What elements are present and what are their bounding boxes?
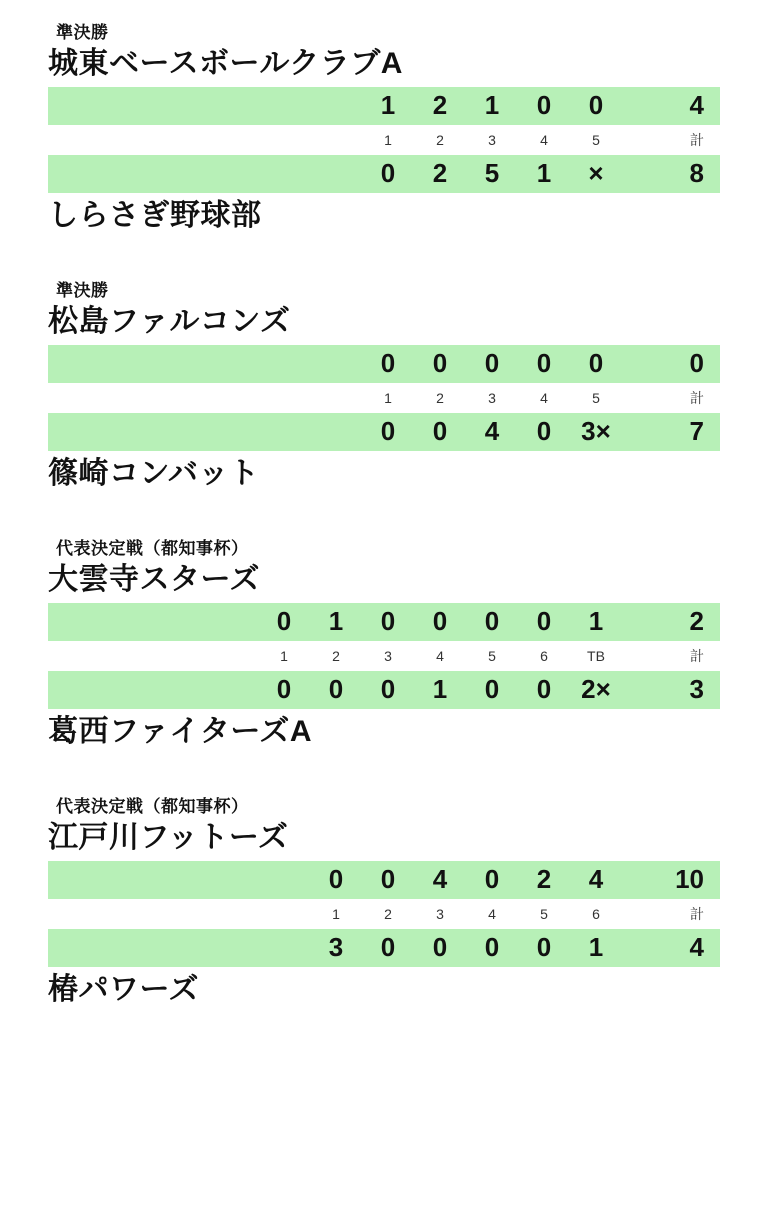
inning-label: 4	[540, 131, 548, 148]
round-label: 代表決定戦（都知事杯）	[56, 539, 249, 558]
score-cell: 4	[432, 864, 448, 894]
score-cell: 1	[588, 932, 604, 962]
score-cell: 3×	[581, 416, 611, 446]
bottom-score-row	[48, 155, 720, 193]
top-team-name: 松島ファルコンズ	[48, 305, 291, 338]
score-cell: 0	[484, 606, 500, 636]
top-score-row	[48, 345, 720, 383]
top-score-cells	[362, 90, 622, 121]
bottom-score-cells	[362, 158, 622, 189]
inning-header-row	[48, 125, 720, 155]
round-label: 準決勝	[56, 281, 109, 300]
inning-label: 3	[488, 131, 496, 148]
score-cell: 3	[328, 932, 344, 962]
bottom-team-name: しらさぎ野球部	[48, 198, 262, 232]
bottom-score-cells	[362, 416, 622, 447]
inning-label: 4	[488, 905, 496, 922]
inning-cells	[258, 648, 622, 664]
score-cell: 0	[588, 90, 604, 120]
score-cell: 1	[536, 158, 552, 188]
total-header: 計	[690, 905, 704, 922]
inning-label: 5	[488, 647, 496, 664]
inning-label: 2	[384, 905, 392, 922]
inning-label: 2	[436, 131, 444, 148]
bottom-score-cells	[258, 674, 622, 705]
inning-label: 3	[436, 905, 444, 922]
top-team-name: 大雲寺スターズ	[48, 563, 260, 596]
score-cell: 1	[328, 606, 344, 636]
inning-header-row	[48, 383, 720, 413]
score-cell: 0	[328, 674, 344, 704]
top-score-row	[48, 861, 720, 899]
score-cell: 0	[536, 932, 552, 962]
bottom-score-row	[48, 413, 720, 451]
top-team-name: 城東ベースボールクラブA	[48, 47, 403, 80]
bottom-total: 7	[689, 416, 704, 446]
score-cell: 1	[484, 90, 500, 120]
game-card	[0, 276, 768, 492]
score-cell: 0	[380, 932, 396, 962]
score-cell: 4	[484, 416, 500, 446]
top-total: 2	[689, 606, 704, 636]
score-cell: 0	[588, 348, 604, 378]
bottom-score-row	[48, 929, 720, 967]
inning-label: 5	[592, 131, 600, 148]
score-cell: 0	[484, 864, 500, 894]
score-cell: 1	[588, 606, 604, 636]
inning-cells	[362, 390, 622, 406]
inning-label: 1	[280, 647, 288, 664]
score-cell: 0	[484, 932, 500, 962]
top-total: 0	[689, 348, 704, 378]
score-cell: 0	[380, 158, 396, 188]
top-score-row	[48, 603, 720, 641]
inning-header-row	[48, 899, 720, 929]
inning-label: 5	[540, 905, 548, 922]
score-cell: 0	[484, 674, 500, 704]
score-cell: 1	[432, 674, 448, 704]
score-cell: ×	[588, 158, 604, 188]
inning-label: 1	[332, 905, 340, 922]
round-label: 代表決定戦（都知事杯）	[56, 797, 249, 816]
bottom-score-cells	[310, 932, 622, 963]
score-cell: 0	[432, 932, 448, 962]
top-total: 4	[689, 90, 704, 120]
score-cell: 5	[484, 158, 500, 188]
score-cell: 0	[536, 606, 552, 636]
top-team-name: 江戸川フットーズ	[48, 821, 289, 854]
total-header: 計	[690, 131, 704, 148]
bottom-team-name: 篠崎コンバット	[48, 456, 260, 490]
inning-label: 3	[384, 647, 392, 664]
bottom-team-name: 葛西ファイターズA	[48, 714, 313, 748]
score-cell: 2×	[581, 674, 611, 704]
score-cell: 0	[536, 416, 552, 446]
score-cell: 0	[380, 674, 396, 704]
score-cell: 0	[276, 674, 292, 704]
score-cell: 0	[380, 606, 396, 636]
bottom-total: 3	[689, 674, 704, 704]
total-header: 計	[690, 389, 704, 406]
bottom-total: 8	[689, 158, 704, 188]
top-score-cells	[362, 348, 622, 379]
top-score-cells	[310, 864, 622, 895]
total-header: 計	[690, 647, 704, 664]
inning-label: 4	[540, 389, 548, 406]
score-cell: 0	[380, 416, 396, 446]
score-cell: 0	[484, 348, 500, 378]
round-label: 準決勝	[56, 23, 109, 42]
top-total: 10	[675, 864, 704, 894]
score-cell: 1	[380, 90, 396, 120]
score-cell: 0	[432, 416, 448, 446]
inning-header-row	[48, 641, 720, 671]
game-card	[0, 534, 768, 750]
inning-label: TB	[587, 647, 605, 664]
bottom-team-name: 椿パワーズ	[48, 972, 199, 1006]
inning-cells	[310, 906, 622, 922]
bottom-total: 4	[689, 932, 704, 962]
inning-cells	[362, 132, 622, 148]
score-cell: 2	[432, 90, 448, 120]
inning-label: 2	[332, 647, 340, 664]
score-cell: 0	[432, 606, 448, 636]
inning-label: 4	[436, 647, 444, 664]
inning-label: 1	[384, 131, 392, 148]
score-cell: 0	[276, 606, 292, 636]
game-card	[0, 792, 768, 1008]
game-card	[0, 18, 768, 234]
inning-label: 6	[540, 647, 548, 664]
inning-label: 5	[592, 389, 600, 406]
bottom-score-row	[48, 671, 720, 709]
inning-label: 1	[384, 389, 392, 406]
score-cell: 0	[328, 864, 344, 894]
score-cell: 4	[588, 864, 604, 894]
top-score-cells	[258, 606, 622, 637]
score-cell: 0	[536, 674, 552, 704]
score-cell: 2	[536, 864, 552, 894]
inning-label: 3	[488, 389, 496, 406]
score-cell: 0	[432, 348, 448, 378]
inning-label: 6	[592, 905, 600, 922]
top-score-row	[48, 87, 720, 125]
score-cell: 0	[380, 864, 396, 894]
score-cell: 2	[432, 158, 448, 188]
score-cell: 0	[380, 348, 396, 378]
score-cell: 0	[536, 348, 552, 378]
score-cell: 0	[536, 90, 552, 120]
inning-label: 2	[436, 389, 444, 406]
